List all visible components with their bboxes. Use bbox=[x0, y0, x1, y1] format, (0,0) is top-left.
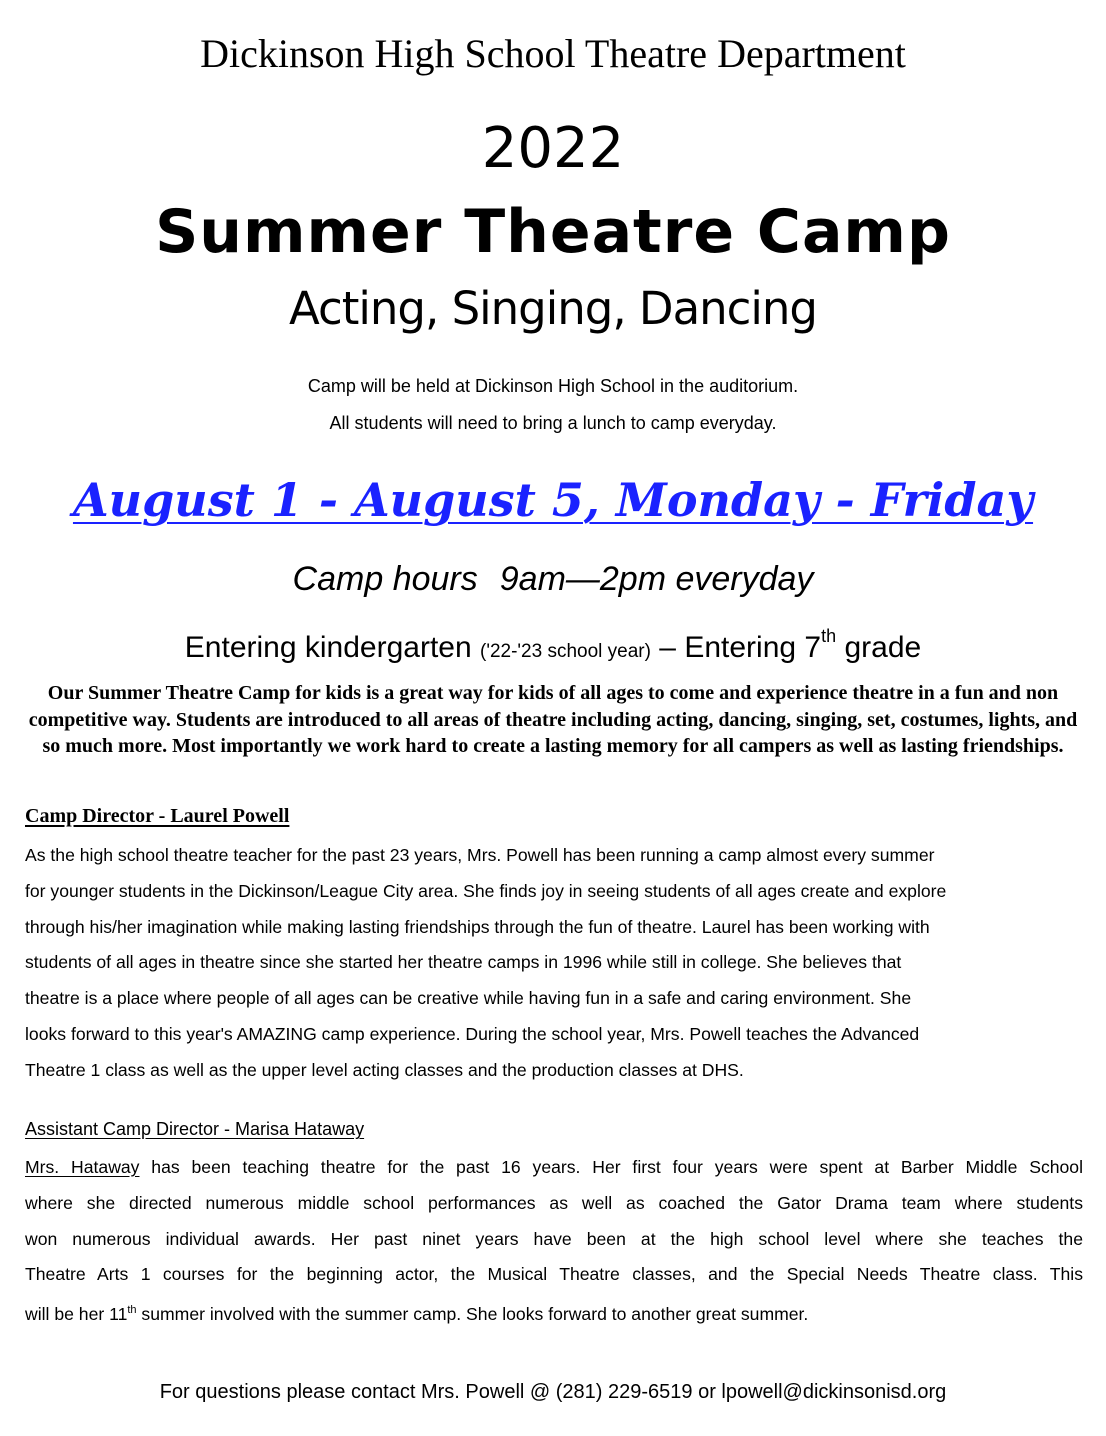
grade-end-suffix: grade bbox=[844, 631, 922, 664]
grade-start: Entering kindergarten bbox=[184, 631, 472, 664]
subtitle: Acting, Singing, Dancing bbox=[289, 282, 817, 335]
camp-dates-link[interactable]: August 1 - August 5, Monday - Friday bbox=[72, 473, 1034, 527]
director-bio-line: As the high school theatre teacher for the past 23 years, Mrs. Powell has been running a camp almost every summer bbox=[25, 845, 935, 865]
director-bio bbox=[25, 838, 1083, 1089]
location-note: Camp will be held at Dickinson High School in the auditorium. bbox=[307, 376, 799, 396]
director-bio-line: Theatre 1 class as well as the upper level acting classes and the production classes at DHS. bbox=[25, 1059, 744, 1080]
director-bio-line: students of all ages in theatre since she started her theatre camps in 1996 while still in college. She believes that bbox=[25, 952, 902, 973]
intro-paragraph: Our Summer Theatre Camp for kids is a great way for kids of all ages to come and experience theatre in a fun and non competitive way. Students are introduced to all areas of theatre including acting, dancing, singing, set, costumes, lights, and so much more. Most importantly we work hard to create a lasting memory for all campers as well as lasting friendships. bbox=[28, 682, 1078, 757]
lunch-note: All students will need to bring a lunch to camp everyday. bbox=[329, 413, 777, 433]
director-bio-line: looks forward to this year's AMAZING camp experience. During the school year, Mrs. Powell teaches the Advanced bbox=[25, 1023, 920, 1044]
grade-end-sup: th bbox=[821, 626, 837, 646]
director-bio-line: theatre is a place where people of all ages can be creative while having fun in a safe and caring environment. She bbox=[25, 988, 912, 1009]
assistant-last-sup: th bbox=[127, 1304, 137, 1317]
page-title: Summer Theatre Camp bbox=[155, 197, 951, 267]
assistant-name-link[interactable]: Mrs. Hataway bbox=[25, 1157, 140, 1177]
department-heading: Dickinson High School Theatre Department bbox=[200, 31, 906, 76]
assistant-bio-line: Theatre Arts 1 courses for the beginning actor, the Musical Theatre classes, and the Special Needs Theatre class. This bbox=[25, 1264, 1083, 1285]
assistant-bio-text: has been teaching theatre for the past 16 years. Her first four years were spent at Barber Middle School bbox=[139, 1157, 1083, 1177]
camp-hours bbox=[0, 558, 1106, 600]
director-bio-line: for younger students in the Dickinson/League City area. She finds joy in seeing students of all ages create and explore bbox=[25, 880, 947, 901]
assistant-last-suffix: summer involved with the summer camp. She looks forward to another great summer. bbox=[136, 1304, 809, 1325]
director-bio-line: through his/her imagination while making lasting friendships through the fun of theatre. Laurel has been working with bbox=[25, 916, 930, 937]
grade-range bbox=[0, 620, 1106, 672]
assistant-heading: Assistant Camp Director - Marisa Hataway bbox=[25, 1119, 365, 1139]
assistant-bio-line: won numerous individual awards. Her past ninet years have been at the high school level where she teaches the bbox=[25, 1228, 1083, 1249]
assistant-bio-line: where she directed numerous middle school performances as well as coached the Gator Drama team where students bbox=[25, 1192, 1083, 1213]
director-heading: Camp Director - Laurel Powell bbox=[25, 805, 290, 827]
grade-dash: – bbox=[659, 631, 676, 664]
school-year-note: ('22-'23 school year) bbox=[480, 641, 651, 662]
assistant-bio-line bbox=[25, 1150, 1083, 1186]
grade-end-prefix: Entering 7 bbox=[684, 631, 822, 664]
contact-line: For questions please contact Mrs. Powell @ (281) 229-6519 or lpowell@dickinsonisd.org bbox=[159, 1381, 947, 1403]
year-heading: 2022 bbox=[481, 116, 625, 181]
assistant-bio bbox=[25, 1150, 1083, 1333]
assistant-last-prefix: will be her 11 bbox=[25, 1304, 128, 1325]
assistant-bio-line bbox=[25, 1293, 1083, 1333]
camp-hours-label: Camp hours bbox=[292, 560, 478, 598]
camp-hours-value: 9am—2pm everyday bbox=[499, 560, 814, 598]
